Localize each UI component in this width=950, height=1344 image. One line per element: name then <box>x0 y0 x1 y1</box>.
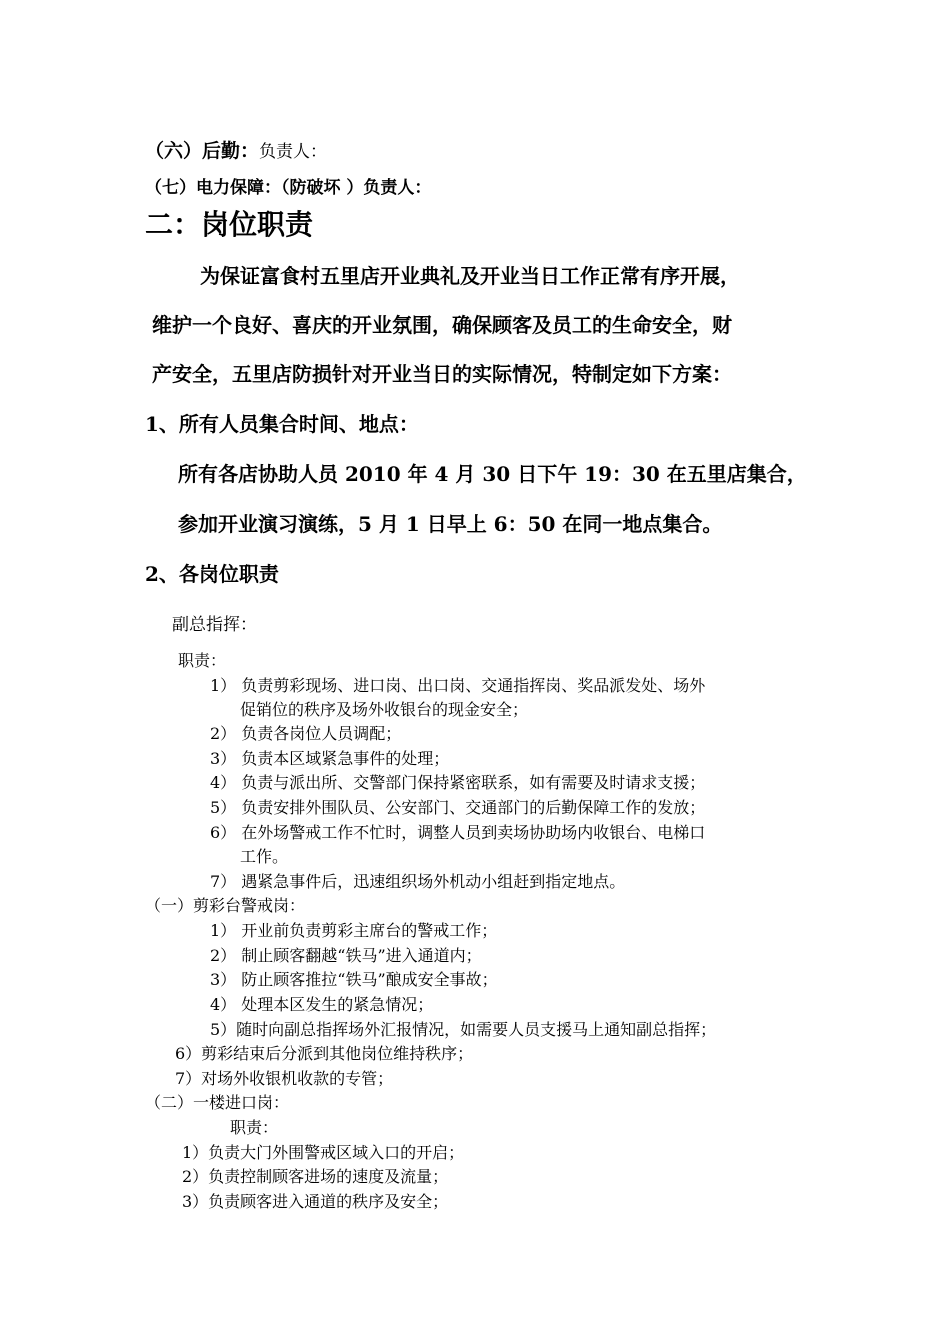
item2-title: 2、各岗位职责 <box>145 562 279 586</box>
logistics-heading <box>145 140 327 163</box>
section-title: 二：岗位职责 <box>145 208 314 241</box>
power-heading: （七）电力保障：（防破坏 ）负责人： <box>145 178 432 198</box>
post1-duty-7: 7）对场外收银机收款的专管； <box>175 1069 394 1088</box>
post1-duty-5: 5）随时向副总指挥场外汇报情况，如需要人员支援马上通知副总指挥； <box>210 1020 717 1039</box>
intro-line-3: 产安全，五里店防损针对开业当日的实际情况，特制定如下方案： <box>152 362 732 386</box>
deputy-duty-6: 6） 在外场警戒工作不忙时，调整人员到卖场协助场内收银台、电梯口 <box>210 823 706 842</box>
post1-duty-3: 3） 防止顾客推拉“铁马”酿成安全事故； <box>210 970 498 989</box>
intro-line-1: 为保证富食村五里店开业典礼及开业当日工作正常有序开展， <box>200 264 740 288</box>
deputy-duty-2: 2） 负责各岗位人员调配； <box>210 724 402 743</box>
post1-duty-2: 2） 制止顾客翻越“铁马”进入通道内； <box>210 946 482 965</box>
deputy-duty-6-cont: 工作。 <box>240 847 289 866</box>
deputy-duty-4: 4） 负责与派出所、交警部门保持紧密联系，如有需要及时请求支援； <box>210 773 706 792</box>
post1-duty-1: 1） 开业前负责剪彩主席台的警戒工作； <box>210 921 498 940</box>
post1-title: （一）剪彩台警戒岗： <box>145 896 306 915</box>
logistics-label: （六）后勤： <box>145 140 260 162</box>
post1-duty-4: 4） 处理本区发生的紧急情况； <box>210 995 434 1014</box>
post2-duty-label: 职责： <box>230 1118 279 1137</box>
deputy-duty-1: 1） 负责剪彩现场、进口岗、出口岗、交通指挥岗、奖品派发处、场外 <box>210 676 706 695</box>
deputy-duty-7: 7） 遇紧急事件后，迅速组织场外机动小组赶到指定地点。 <box>210 872 626 891</box>
deputy-duty-5: 5） 负责安排外围队员、公安部门、交通部门的后勤保障工作的发放； <box>210 798 706 817</box>
post1-duty-6: 6）剪彩结束后分派到其他岗位维持秩序； <box>175 1044 474 1063</box>
item1-title: 1、所有人员集合时间、地点： <box>145 412 419 436</box>
deputy-duty-label: 职责： <box>178 651 227 670</box>
item1-line-1: 所有各店协助人员 2010 年 4 月 30 日下午 19：30 在五里店集合， <box>178 462 807 486</box>
post2-duty-1: 1）负责大门外围警戒区域入口的开启； <box>182 1143 465 1162</box>
post2-duty-3: 3）负责顾客进入通道的秩序及安全； <box>182 1192 449 1211</box>
post2-duty-2: 2）负责控制顾客进场的速度及流量； <box>182 1167 449 1186</box>
deputy-duty-1-cont: 促销位的秩序及场外收银台的现金安全； <box>240 700 529 719</box>
deputy-title: 副总指挥： <box>172 615 257 635</box>
post2-title: （二）一楼进口岗： <box>145 1093 290 1112</box>
logistics-person: 负责人： <box>259 142 328 162</box>
deputy-duty-3: 3） 负责本区域紧急事件的处理； <box>210 749 450 768</box>
intro-line-2: 维护一个良好、喜庆的开业氛围，确保顾客及员工的生命安全，财 <box>152 313 732 337</box>
item1-line-2: 参加开业演习演练，5 月 1 日早上 6：50 在同一地点集合。 <box>178 512 723 536</box>
